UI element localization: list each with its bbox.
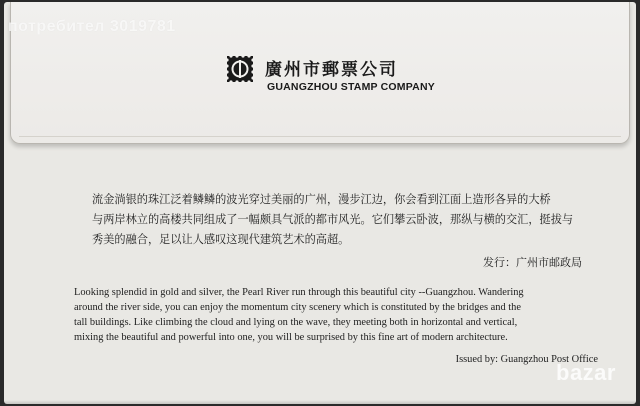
english-line: around the river side, you can enjoy the momentum city scenery which is constituted by the bridges and the: [74, 302, 521, 313]
chinese-line: 秀美的融合，足以让人感叹这现代建筑艺术的高超。: [92, 233, 350, 246]
chinese-description: [92, 190, 604, 250]
seller-watermark: потребител 3019781: [8, 18, 176, 35]
english-line: mixing the beautiful and powerful into one, you will be surprised by this fine art of modern architecture.: [74, 332, 508, 343]
company-name-chinese: 廣州市郵票公司: [265, 60, 398, 80]
chinese-line: 与两岸林立的高楼共同组成了一幅颇具气派的都市风光。它们攀云卧波，那纵与横的交汇，挺拔与: [92, 213, 574, 226]
envelope-back: [4, 2, 636, 404]
english-line: Looking splendid in gold and silver, the Pearl River run through this beautiful city --Guangzhou. Wandering: [74, 287, 524, 298]
chinese-issuer: 发行：广州市邮政局: [483, 256, 582, 269]
chinese-line: 流金淌银的珠江泛着鳞鳞的波光穿过美丽的广州，漫步江边，你会看到江面上造形各异的大桥: [92, 193, 551, 206]
bazar-watermark: [554, 358, 634, 400]
english-line: tall buildings. Like climbing the cloud and lying on the wave, they meeting both in horizontal and vertical,: [74, 317, 518, 328]
company-name-english: GUANGZHOU STAMP COMPANY: [267, 81, 435, 93]
envelope-text-area: [4, 2, 636, 404]
bazar-watermark-text: bazar: [556, 360, 616, 385]
english-issuer: Issued by: Guangzhou Post Office: [455, 354, 598, 365]
bottom-edge-shadow: [4, 400, 636, 404]
english-description: [74, 285, 614, 345]
